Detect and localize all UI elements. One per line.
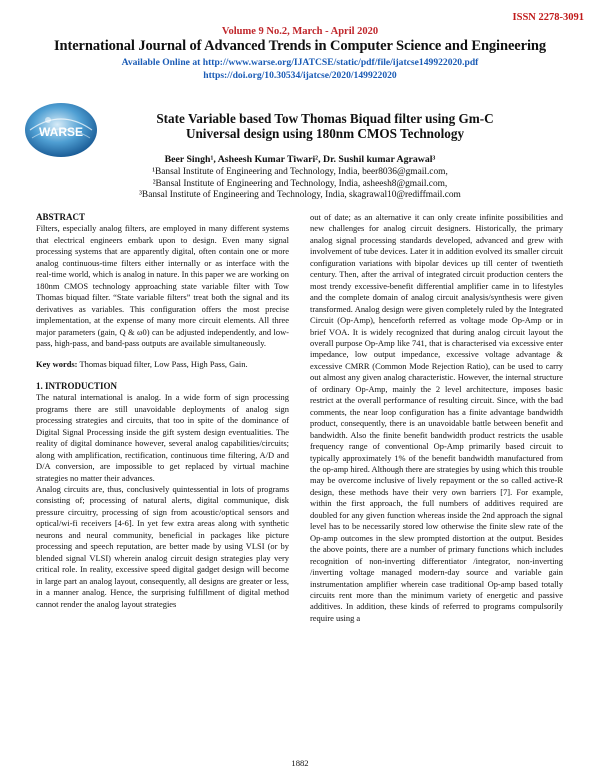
authors-block: [0, 154, 600, 201]
online-url[interactable]: Available Online at http://www.warse.org/IJATCSE/static/pdf/file/ijatcse149922020.pdf: [121, 57, 479, 68]
keywords-text: Thomas biquad filter, Low Pass, High Pass, Gain.: [77, 359, 248, 370]
author-names: Beer Singh¹, Asheesh Kumar Tiwari², Dr. Sushil kumar Agrawal³: [164, 154, 436, 165]
right-column: [310, 212, 563, 624]
journal-title: International Journal of Advanced Trends in Computer Science and Engineering: [53, 38, 547, 54]
left-column: [36, 212, 289, 610]
title-line-2: Universal design using 180nm CMOS Technology: [185, 126, 465, 141]
intro-heading: 1. INTRODUCTION: [36, 380, 118, 391]
affiliation-2: ²Bansal Institute of Engineering and Technology, India, asheesh8@gmail.com,: [152, 178, 448, 189]
keywords-label: Key words:: [36, 359, 78, 370]
intro-paragraph-1: The natural international is analog. In a wide form of sign processing programs there are still unavoidable deployments of analog sign processing strategies and circuits, that too in spite of the dominance of Digital Signal Processing inside the gift system design eventualities. The reality of digital dominance however, several analog capabilities/circuits; along with amplification, rectification, continuous time filtering, A/D and D/A conversion, are impossible to get replaced by virtual machine strategies no matter their advances.: [36, 392, 289, 483]
logo-text: WARSE: [38, 125, 84, 139]
issn: ISSN 2278-3091: [512, 12, 584, 23]
page-number: 1882: [291, 758, 309, 768]
title-line-1: State Variable based Tow Thomas Biquad filter using Gm-C: [156, 111, 494, 126]
affiliation-1: ¹Bansal Institute of Engineering and Technology, India, beer8036@gmail.com,: [152, 167, 448, 178]
right-paragraph-1: out of date; as an alternative it can only create infinite possibilities and new challenges for analog circuit designers. Historically, the primary analog signal processing standards developed, advanced and grew with involvement of tube devices. Later it in addition evolved its smaller circuit configuration variations with bipolar devices up till center of twentieth century. Then, after the arrival of integrated circuit production centers the most trendy excessive-benefit differential amplifier came in to lifestyles and the complete domain of analog circuit analysis/synthesis were given transformed. Analog design were given completely ruled by the Integrated Circuit (Op-Amp), henceforth referred as voltage mode Op-Amp or in brief VOA. It is widely recognized that during analog circuit layout the overall purpose Op-Amp like 741, that is characterised via excessive enter impedance, low output impedance, excessive voltage advantage & excessive CMRR (Common Mode Rejection Ratio), can be used to carry out almost any given analog characteristic. However, the internal structure of ordinary Op-Amp, mainly the 2 level architecture, imposes basic restrict at the overall performance of resulting circuit. Since, with the bad comments, the near loop configuration has a finite advantage bandwidth product, consequently, there is an unavoidable battle between benefit and bandwidth. Also the finite benefit bandwidth product restricts the usable frequency range of conventional Op-Amp primarily based circuit to typically approximately 1% of the benefit bandwidth manufactured from the op-amp hired. Although there are strategies by using which this trouble may be overcome inclusive of lively repayment or the so called active-R design, these methods have their very own barriers [7]. For example, within the first approach, the full numbers of additives required are doubled for any given function whereas inside the 2nd approach the signal level has to be necessarily stored low otherwise the finite slew rate of the Op-amp outcomes in the slew prompted distortion at the output. Besides the above points, there are a number of primary functions which includes recognition of non-inverting differentiator /integrator, non-inverting /inverting voltage managed modern-day source and variable gain instrumentation amplifier wherein case traditional Op-amp based totally circuits rent more than the minimum variety of energetic and passive additives. In addition, these kinds of referred to programs compulsorily require using a: [310, 212, 563, 623]
abstract-body: Filters, especially analog filters, are employed in many different systems that electrical engineers embark upon to design. Even many signal processing systems that are apparently digital, often contain one or more analog continuous-time filters either internally or as interface with the real-time world, which is analog in nature. In this paper we are working on 180nm CMOS technology approaching state variable filter with Tow Thomas biquad filter. “State variable filters” treat both the signal and its derivatives as variables. This configuration offers the most precise implementation, at the expense of many more circuit elements. All three major parameters (gain, Q & ω0) can be adjusted independently, and low-pass, high-pass, and band-pass outputs are available simultaneously.: [36, 223, 289, 348]
keywords: [36, 359, 289, 370]
doi-link[interactable]: https://doi.org/10.30534/ijatcse/2020/149922020: [203, 70, 397, 81]
paper-title: [110, 111, 540, 141]
intro-paragraph-2: Analog circuits are, thus, conclusively quintessential in lots of programs consisting of; processing of natural alerts, digital communique, disk pressure circuitry, processing of sign from acoustic/optical sensors and optical/wi-fi receivers [4-6]. In yet few extra areas along with synthetic neurons and neural community, beneficial in packages like picture processing and speech reputation, are better made by using VLSI (or by blended signal VLSI) wherein analog circuit design strategies play very critical role. In reality, excessive speed digital gadget design will become in large part an analog layout, consequently, all designs are greater or less, in a manner analog. Hence, the surprising fulfillment of digital method cannot render the analog layout strategies: [36, 483, 289, 609]
warse-logo: [22, 100, 100, 160]
affiliation-3: ³Bansal Institute of Engineering and Technology, India, skagrawal10@rediffmail.com: [139, 189, 461, 200]
volume-issue: Volume 9 No.2, March - April 2020: [221, 26, 379, 37]
abstract-heading: ABSTRACT: [36, 212, 86, 222]
